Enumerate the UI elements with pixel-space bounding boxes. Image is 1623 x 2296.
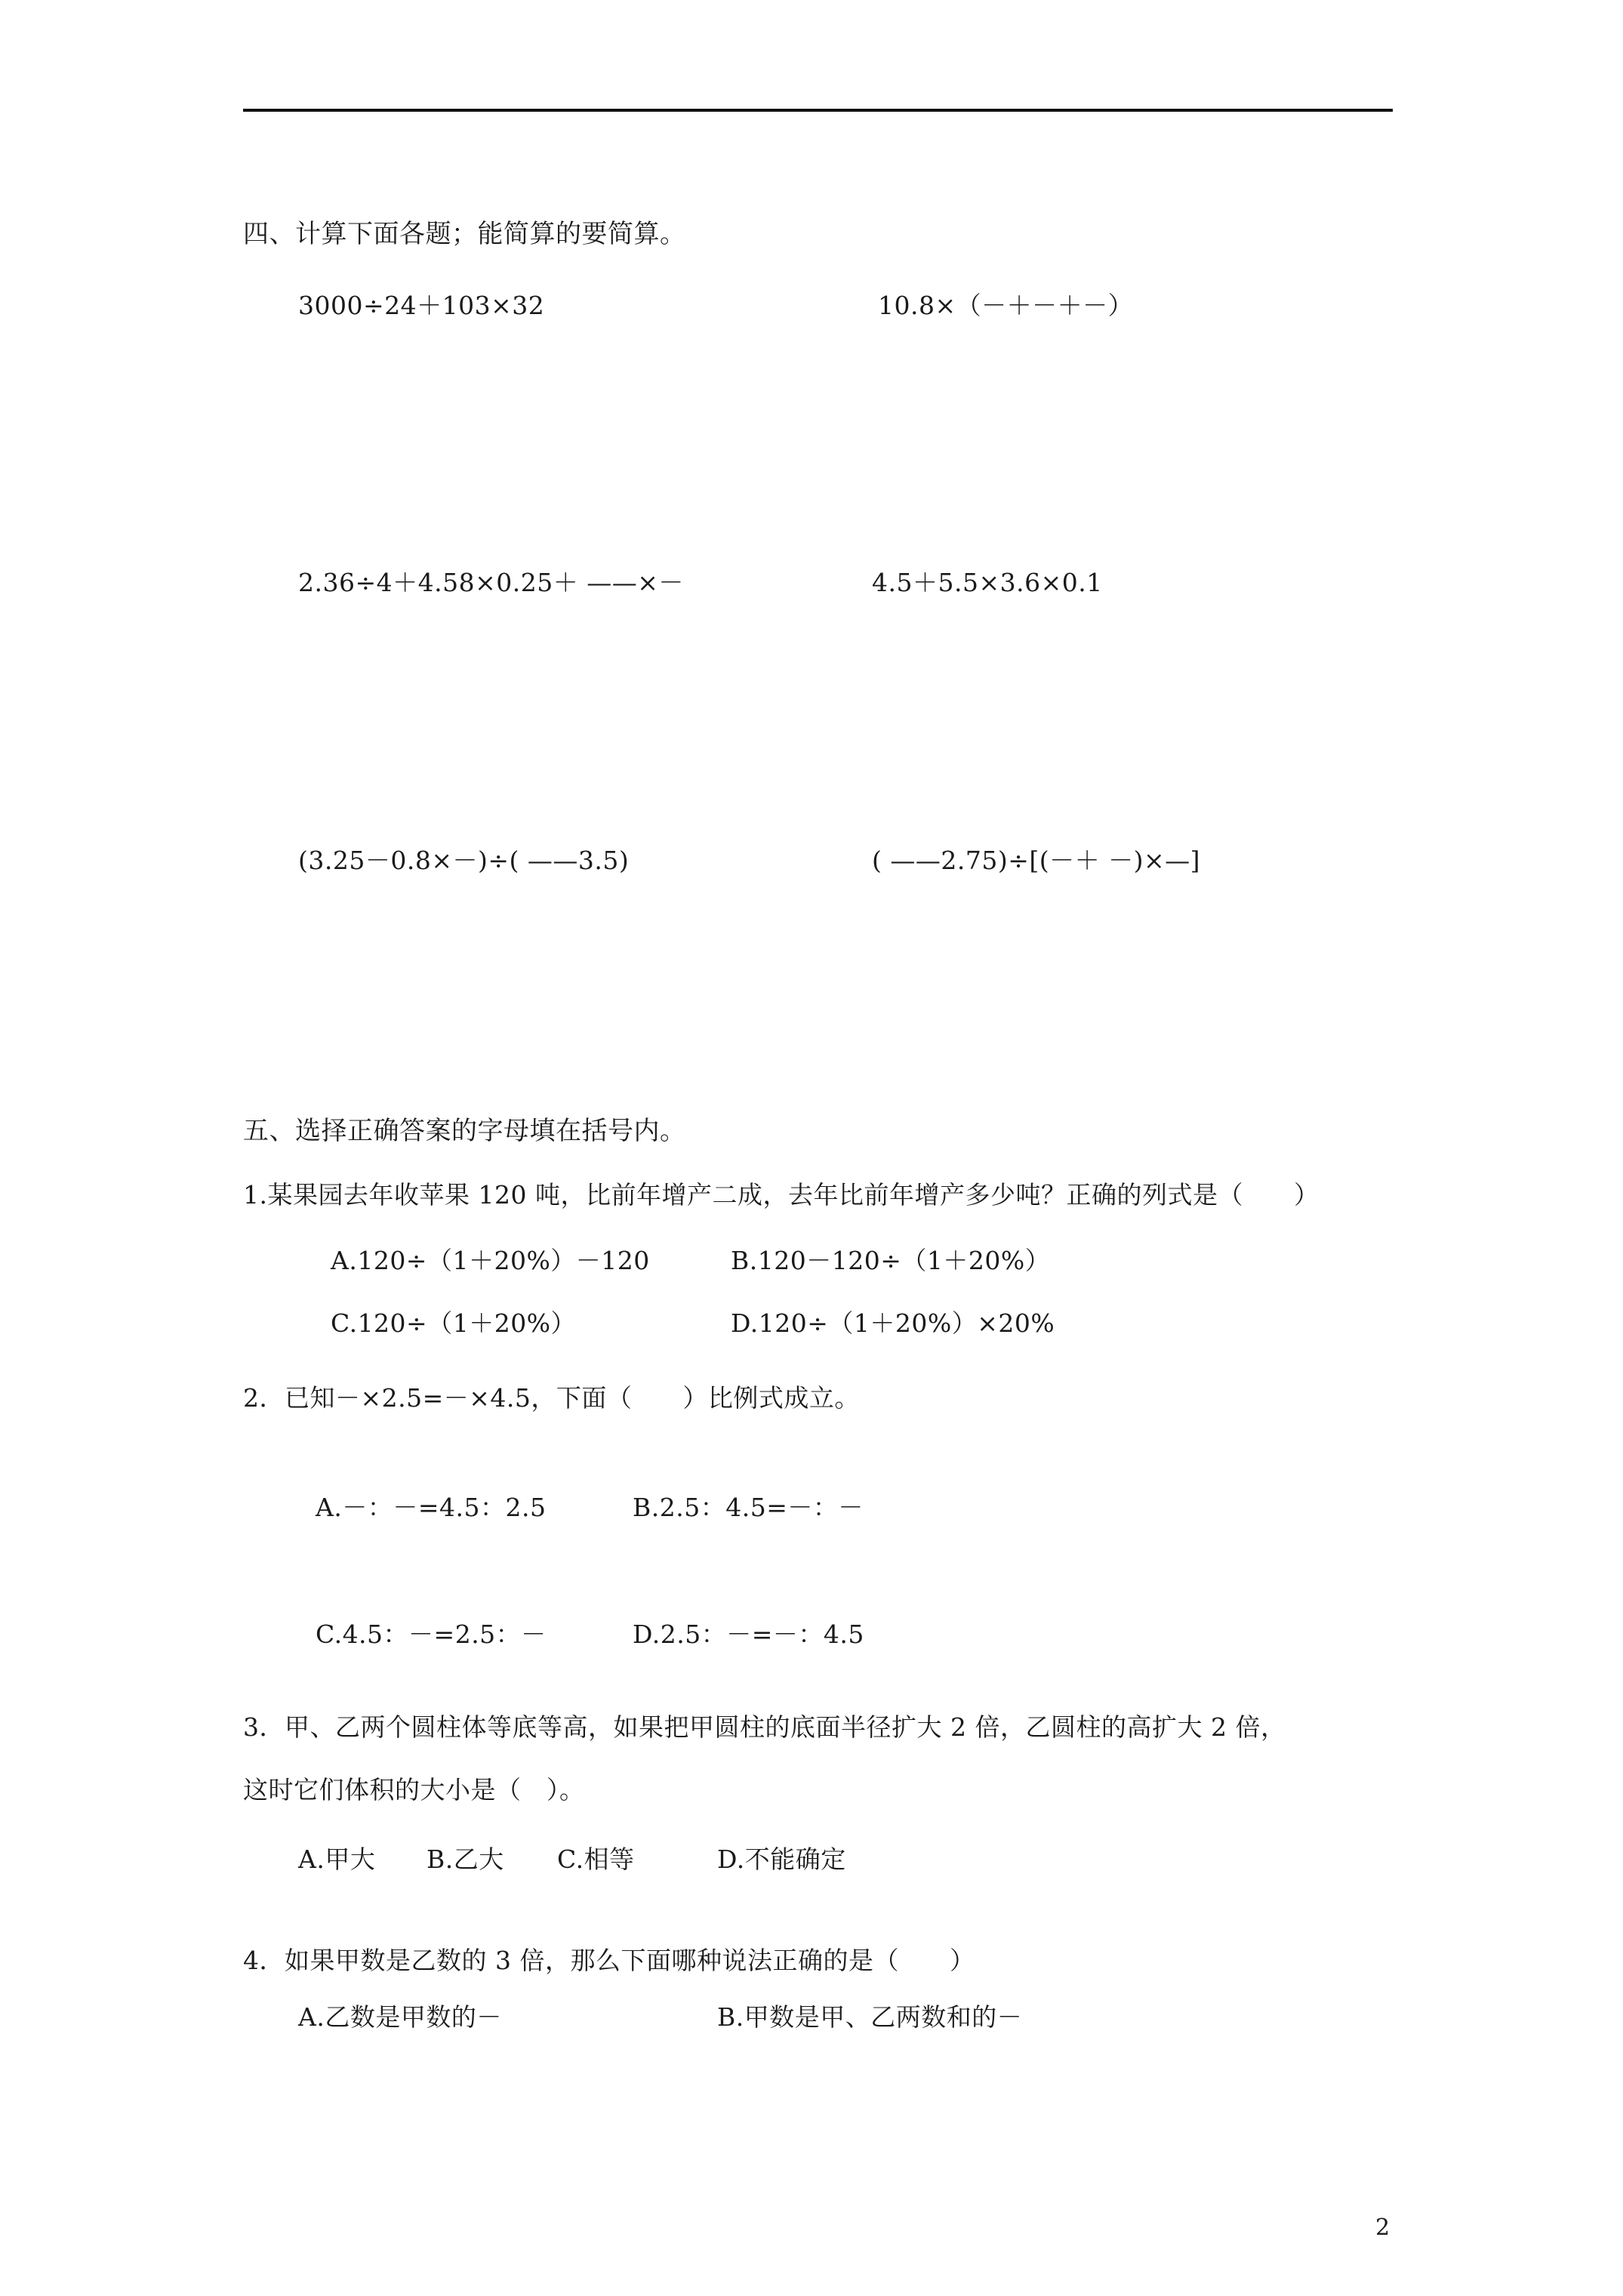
- q1-option-b: B.120－120÷（1＋20%）: [731, 1246, 1051, 1275]
- problem-5: (3.25－0.8×－)÷( ——3.5): [298, 846, 630, 875]
- q2-option-d: D.2.5：－=－：4.5: [633, 1620, 864, 1649]
- problem-4: 4.5＋5.5×3.6×0.1: [872, 568, 1103, 597]
- header-rule: [243, 109, 1393, 112]
- q4-option-b: B.甲数是甲、乙两数和的－: [717, 2002, 1023, 2032]
- q1-option-d: D.120÷（1＋20%）×20%: [731, 1308, 1055, 1338]
- section4-heading: 四、计算下面各题；能简算的要简算。: [243, 219, 686, 249]
- q2-option-a: A.－：－=4.5：2.5: [316, 1493, 547, 1522]
- q3-text-line2: 这时它们体积的大小是（ ）。: [243, 1775, 585, 1804]
- q3-option-a: A.甲大: [298, 1845, 376, 1874]
- problem-2: 10.8×（－＋－＋－）: [878, 291, 1134, 320]
- page-number: 2: [1375, 2214, 1390, 2241]
- section5-heading: 五、选择正确答案的字母填在括号内。: [243, 1116, 686, 1146]
- q3-option-d: D.不能确定: [717, 1845, 846, 1874]
- q4-option-a: A.乙数是甲数的－: [298, 2002, 502, 2032]
- q2-text: 2．已知－×2.5=－×4.5，下面（ ）比例式成立。: [243, 1383, 860, 1413]
- q2-option-c: C.4.5：－=2.5：－: [316, 1620, 547, 1649]
- q3-text-line1: 3．甲、乙两个圆柱体等底等高，如果把甲圆柱的底面半径扩大 2 倍，乙圆柱的高扩大 2 倍，: [243, 1712, 1286, 1742]
- q3-option-c: C.相等: [557, 1845, 635, 1874]
- problem-3: 2.36÷4＋4.58×0.25＋ ——×－: [298, 568, 684, 597]
- q3-option-b: B.乙大: [427, 1845, 504, 1874]
- problem-6: ( ——2.75)÷[(－＋ －)×—]: [872, 846, 1201, 875]
- q1-option-a: A.120÷（1＋20%）－120: [331, 1246, 650, 1275]
- problem-1: 3000÷24＋103×32: [298, 291, 545, 320]
- q2-option-b: B.2.5：4.5=－：－: [633, 1493, 864, 1522]
- q4-text: 4．如果甲数是乙数的 3 倍，那么下面哪种说法正确的是（ ）: [243, 1946, 975, 1975]
- q1-text: 1.某果园去年收苹果 120 吨，比前年增产二成，去年比前年增产多少吨？正确的列式是（ ）: [243, 1180, 1320, 1210]
- q1-option-c: C.120÷（1＋20%）: [331, 1308, 577, 1338]
